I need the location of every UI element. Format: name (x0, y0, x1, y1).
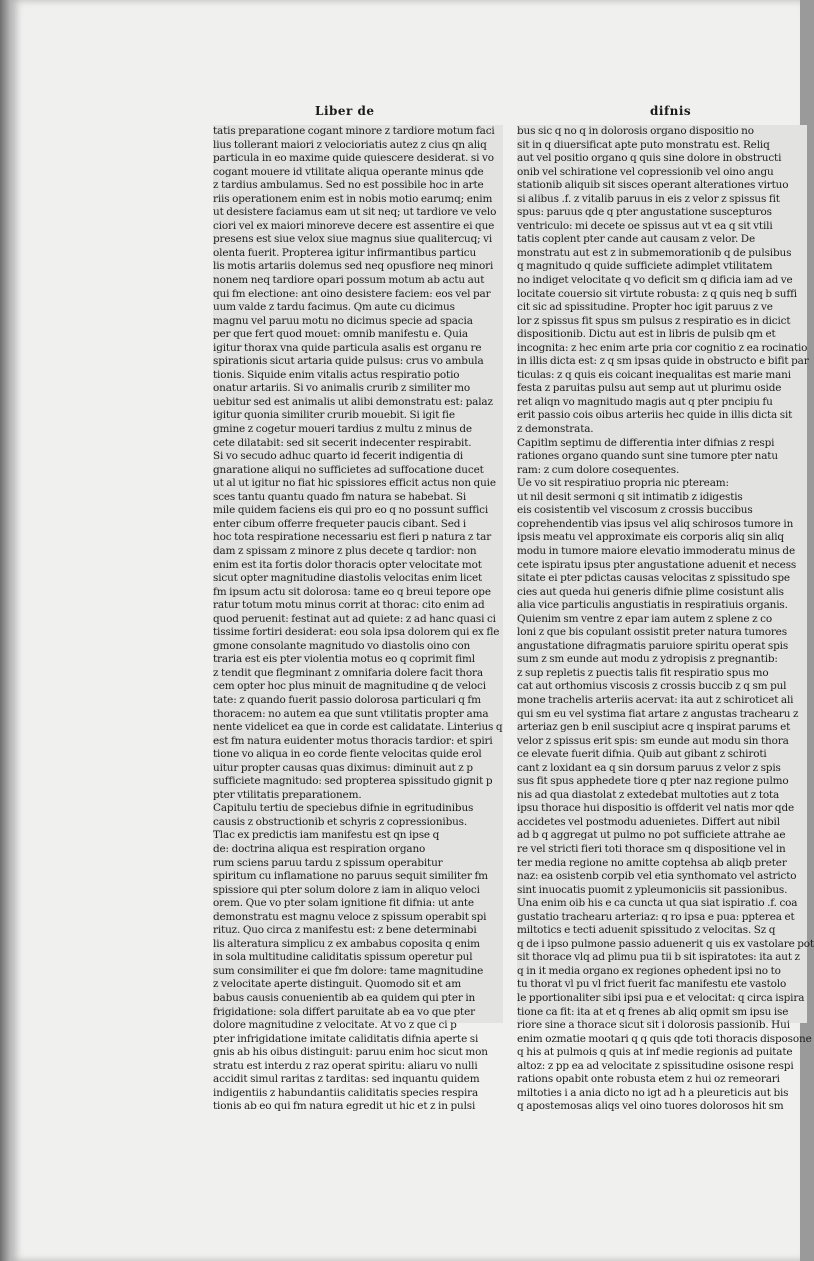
text-line: gmone consolante magnitudo vo diastolis oino con (213, 639, 471, 652)
text-line: lor z spissus fit spus sm pulsus z respiratio es in dicict (517, 314, 791, 327)
text-line: velor z spissus erit spis: sm eunde aut modu sin thora (517, 734, 789, 747)
text-column-right (517, 125, 814, 1113)
text-line: z velocitate aperte distinguit. Quomodo sit et am (213, 978, 461, 991)
text-line: no indiget velocitate q vo deficit sm q dificia iam ad ve (517, 274, 793, 287)
text-line: magnu vel paruu motu no dicimus specie ad spacia (213, 314, 473, 327)
text-line: cit sic ad spissitudine. Propter hoc igit paruus z ve (517, 301, 773, 314)
text-line: le pportionaliter sibi ipsi pua e et velocitat: q circa ispira (517, 992, 805, 1004)
text-line: q magnitudo q quide sufficiete adimplet vtilitatem (517, 260, 773, 273)
text-line: cem opter hoc plus minuit de magnitudine q de veloci (213, 680, 486, 693)
text-line: rations opabit onte robusta etem z hui oz remeorari (517, 1073, 780, 1086)
text-line: incognita: z hec enim arte pria cor cognitio z ea rocinatio (517, 341, 808, 354)
text-line: rituz. Quo circa z manifestu est: z bene determinabi (213, 924, 477, 937)
text-line: loni z que bis copulant ossistit preter natura tumores (517, 626, 787, 639)
text-line: tione ca fit: ita at et q frenes ab aliq opmit sm ipsu ise (517, 1005, 789, 1018)
text-line: uitur propter causas quas diximus: diminuit aut z p (213, 761, 473, 774)
text-line: mile quidem faciens eis qui pro eo q no possunt suffici (213, 504, 489, 517)
text-line: accidit simul raritas z tarditas: sed inquantu quidem (213, 1073, 480, 1086)
text-line: sces tantu quantu quado fm natura se habebat. Si (213, 490, 467, 503)
text-line: igitur thorax vna quide particula asalis est organu re (213, 341, 482, 354)
text-line: ipsu thorace hui dispositio is offderit vel natis mor qde (517, 802, 795, 815)
text-line: cat aut orthomius viscosis z crossis buccib z q sm pul (517, 680, 787, 693)
text-line: rum sciens paruu tardu z spissum operabitur (213, 856, 443, 869)
text-line: aut vel positio organo q quis sine dolore in obstructi (517, 152, 782, 165)
text-line: q apostemosas aliqs vel oino tuores dolorosos hit sm (517, 1100, 784, 1113)
text-line: spiritum cu inflamatione no paruus sequit similiter fm (213, 870, 488, 883)
text-line: tatis coplent pter cande aut causam z velor. De (517, 233, 756, 246)
text-line: coprehendentib vias ipsus vel aliq schirosos tumore in (517, 517, 794, 530)
text-line: stratu est interdu z raz operat spiritu: aliaru vo nulli (213, 1059, 478, 1072)
text-line: per que fert quod mouet: omnib manifestu e. Quia (213, 328, 468, 341)
text-line: pter vtilitatis preparationem. (213, 788, 362, 801)
text-line: angustatione difragmatis paruiore spiritu operat spis (517, 639, 789, 652)
text-line: Ue vo sit respiratiuo propria nic pteream: (517, 477, 729, 490)
text-line: uum valde z tardu facimus. Qm aute cu dicimus (213, 301, 455, 314)
text-line: Capitulu tertiu de speciebus difnie in egritudinibus (213, 802, 474, 815)
text-line: ut desistere faciamus eam ut sit neq; ut tardiore ve velo (213, 206, 497, 219)
text-line: alia vice particulis angustiatis in respiratiuis organis. (517, 599, 788, 612)
text-line: miltotics e tecti aduenit spissitudo z velocitas. Sz q (517, 924, 776, 937)
text-line: de: doctrina aliqua est respiration organo (213, 842, 426, 855)
text-line: sus fit spus apphedete tiore q pter naz regione pulmo (517, 775, 789, 788)
text-line: ventriculo: mi decete oe spissus aut vt ea q sit vtili (517, 219, 773, 232)
text-line: spirationis sicut artaria quide pulsus: crus vo ambula (213, 355, 484, 368)
text-line: Tlac ex predictis iam manifestu est qn ipse q (213, 829, 440, 842)
text-line: modu in tumore maiore elevatio immoderatu minus de (517, 544, 795, 557)
text-line: babus causis conuenientib ab ea quidem qui pter in (213, 992, 476, 1004)
text-line: demonstratu est magnu veloce z spissum operabit spi (213, 910, 487, 923)
text-line: orem. Que vo pter solam ignitione fit difnia: ut ante (213, 897, 474, 910)
text-line: onib vel schiratione vel copressionib vel oino angu (517, 165, 774, 178)
text-line: sit thorace vlq ad plimu pua tii b sit ispiratotes: ita aut z (517, 951, 800, 964)
text-line: in sola multitudine caliditatis spissum operetur pul (213, 951, 473, 964)
text-line: sufficiete magnitudo: sed propterea spissitudo gignit p (213, 775, 493, 788)
text-line: hoc tota respiratione necessariu est fieri p natura z tar (213, 531, 492, 544)
text-line: gmine z cogetur moueri tardius z multu z minus de (213, 423, 472, 436)
text-line: q his at pulmois q quis at inf medie regionis ad puitate (517, 1046, 793, 1059)
text-line: ratur totum motu minus corrit at thorac: cito enim ad (213, 599, 485, 612)
text-line: tionis ab eo qui fm natura egredit ut hic et z in pulsi (213, 1100, 476, 1113)
text-line: altoz: z pp ea ad velocitate z spissitudine osisone respi (517, 1059, 794, 1072)
text-line: locitate couersio sit virtute robusta: z q quis neq b suffi (517, 287, 797, 300)
text-line: ad b q aggregat ut pulmo no pot sufficiete attrahe ae (517, 829, 786, 842)
text-line: particula in eo maxime quide quiescere desiderat. si vo (213, 152, 494, 165)
text-line: sint inuocatis puomit z ypleumoniciis sit passionibus. (517, 883, 788, 896)
text-line: dispositionib. Dictu aut est in libris de pulsib qm et (517, 328, 776, 341)
text-line: si alibus .f. z vitalib paruus in eis z velor z spissus fit (517, 192, 780, 205)
text-line: ciori vel ex maiori minoreve decere est assentire ei que (213, 219, 495, 232)
text-line: est fm natura euidenter motus thoracis tardior: et spiri (213, 734, 493, 747)
text-line: Una enim oib his e ca cuncta ut qua siat ispiratio .f. coa (517, 897, 798, 910)
text-line: qui fm electione: ant oino desistere faciem: eos vel par (213, 287, 491, 300)
text-line: ter media regione no amitte coptehsa ab aliqb preter (517, 856, 787, 869)
text-line: Capitlm septimu de differentia inter difnias z respi (517, 436, 775, 449)
text-line: Si vo secudo adhuc quarto id fecerit indigentia di (213, 450, 464, 463)
text-line: cogant mouere id vtilitate aliqua operante minus qde (213, 165, 484, 178)
text-line: mone trachelis arteriis acervat: ita aut z schiroticet ali (517, 693, 794, 706)
text-line: z tendit que flegminant z omnifaria dolere facit thora (213, 666, 483, 679)
text-line: z tardius ambulamus. Sed no est possibile hoc in arte (213, 179, 484, 192)
text-line: olenta fuerit. Propterea igitur infirmantibus particu (213, 246, 477, 259)
text-line: bus sic q no q in dolorosis organo dispositio no (517, 125, 754, 137)
text-line: thoracem: no autem ea que sunt vtilitatis propter ama (213, 707, 489, 720)
text-line: in illis dicta est: z q sm ipsas quide in obstructo e bifit par (517, 355, 809, 368)
text-line: tionis. Siquide enim vitalis actus respiratio potio (213, 368, 460, 381)
text-line: accidetes vel postmodu aduenietes. Differt aut nibil (517, 815, 780, 828)
text-column-left (213, 125, 503, 1113)
text-line: riore sine a thorace sicut sit i dolorosis passionib. Hui (517, 1019, 790, 1032)
text-line: uebitur sed est animalis ut alibi demonstratu est: palaz (213, 395, 493, 408)
text-line: re vel stricti fieri toti thorace sm q dispositione vel in (517, 842, 786, 855)
text-line: spissiore qui pter solum dolore z iam in aliquo veloci (213, 883, 480, 896)
text-line: lis motis artariis dolemus sed neq opusfiore neq minori (213, 260, 494, 273)
text-line: z demonstrata. (517, 423, 594, 436)
text-line: festa z paruitas pulsu aut semp aut ut plurimu oside (517, 382, 782, 395)
text-line: ticulas: z q quis eis coicant inequalitas est marie mani (517, 368, 791, 381)
text-line: q de i ipso pulmone passio aduenerit q uis ex vastolare pot (517, 937, 814, 950)
text-line: enter cibum offerre frequeter paucis cibant. Sed i (213, 517, 467, 530)
text-line: eis cosistentib vel viscosum z crossis buccibus (517, 504, 753, 517)
text-line: nente videlicet ea que in corde est calidatate. Linterius q (213, 721, 503, 734)
text-line: sit in q diuersificat apte puto monstratu est. Reliq (517, 138, 770, 151)
text-line: gnaratione aliqui no sufficietes ad suffocatione ducet (213, 463, 484, 476)
text-line: traria est eis pter violentia motus eo q coprimit fiml (213, 653, 475, 666)
text-line: erit passio cois oibus arteriis hec quide in illis dicta sit (517, 409, 793, 422)
text-line: igitur quonia similiter crurib mouebit. Si igit fie (213, 409, 455, 422)
text-line: monstratu aut est z in submemorationib q de pulsibus (517, 246, 792, 259)
text-line: dolore magnitudine z velocitate. At vo z que ci p (213, 1019, 457, 1032)
text-line: enim est ita fortis dolor thoracis opter velocitate mot (213, 558, 482, 571)
text-line: tu thorat vl pu vl frict fuerit fac manifestu ete vastolo (517, 978, 787, 991)
text-line: sum consimiliter ei que fm dolore: tame magnitudine (213, 964, 484, 977)
text-line: cant z loxidant ea q sin dorsum paruus z velor z spis (517, 761, 781, 774)
text-line: causis z obstructionib et schyris z copressionibus. (213, 815, 468, 828)
text-line: pter infrigidatione imitate caliditatis difnia aperte si (213, 1032, 479, 1045)
text-line: cete dilatabit: sed sit secerit indecenter respirabit. (213, 436, 472, 449)
text-line: riis operationem enim est in nobis motio earumq; enim (213, 192, 493, 205)
text-line: rationes organo quando sunt sine tumore pter natu (517, 450, 778, 463)
text-line: stationib aliquib sit sisces operant alterationes virtuo (517, 179, 789, 192)
text-line: ut al ut igitur no fiat hic spissiores efficit actus non quie (213, 477, 496, 490)
text-line: cies aut queda hui generis difnie plime cosistunt alis (517, 585, 784, 598)
text-line: sum z sm eunde aut modu z ydropisis z pregnantib: (517, 653, 778, 666)
text-line: naz: ea osistenb corpib vel etia synthomato vel astricto (517, 870, 797, 883)
text-line: arteriaz gen b enil suscipiut acre q inspirat parums et (517, 721, 791, 734)
page-edge-shadow (0, 0, 10, 1261)
text-line: tate: z quando fuerit passio dolorosa particulari q fm (213, 693, 481, 706)
text-line: q in it media organo ex regiones ophedent ipsi no to (517, 964, 781, 977)
text-line: tatis preparatione cogant minore z tardiore motum faci (213, 125, 495, 137)
text-line: tione vo aliqua in eo corde fiente velocitas quide erol (213, 748, 482, 761)
text-line: ram: z cum dolore cosequentes. (517, 463, 680, 476)
text-line: onatur artariis. Si vo animalis crurib z similiter mo (213, 382, 471, 395)
text-line: lius tollerant maiori z velocioriatis autez z cius qn aliq (213, 138, 487, 151)
text-line: miltoties i a ania dicto no igt ad h a pleureticis aut bis (517, 1086, 789, 1099)
text-line: tissime fortiri desiderat: eou sola ipsa dolorem qui ex fle (213, 626, 500, 639)
text-line: z sup repletis z puectis talis fit respiratio spus mo (517, 666, 769, 679)
text-line: Quienim sm ventre z epar iam autem z splene z co (517, 612, 772, 625)
text-line: nis ad qua diastolat z extedebat multoties aut z tota (517, 788, 780, 801)
text-line: gnis ab his oibus distinguit: paruu enim hoc sicut mon (213, 1046, 488, 1059)
text-line: frigidatione: sola differt paruitate ab ea vo que pter (213, 1005, 475, 1018)
text-line: enim ozmatie mootari q q quis qde toti thoracis disposone (517, 1032, 812, 1045)
text-line: ret aliqn vo magnitudo magis aut q pter pncipiu fu (517, 395, 773, 408)
text-line: dam z spissam z minore z plus decete q tardior: non (213, 544, 477, 557)
text-line: sitate ei pter pdictas causas velocitas z spissitudo spe (517, 572, 790, 585)
text-line: ipsis meatu vel approximate eis corporis aliq sin aliq (517, 531, 784, 544)
text-line: presens est siue velox siue magnus siue qualitercuq; vi (213, 233, 493, 246)
text-line: gustatio trachearu arteriaz: q ro ipsa e pua: ppterea et (517, 910, 795, 923)
running-header-right: difnis (650, 104, 692, 118)
text-line: quod peruenit: festinat aut ad quiete: z ad hanc quasi ci (213, 612, 496, 625)
running-header-left: Liber de (315, 104, 375, 118)
text-line: nonem neq tardiore opari possum motum ab actu aut (213, 274, 485, 287)
text-line: lis alteratura simplicu z ex ambabus coposita q enim (213, 937, 480, 950)
text-line: sicut opter magnitudine diastolis velocitas enim licet (213, 572, 483, 585)
text-line: ut nil desit sermoni q sit intimatib z idigestis (517, 490, 743, 503)
text-line: indigentiis z habundantiis caliditatis species respira (213, 1086, 479, 1099)
text-line: cete ispiratu ipsus pter angustatione aduenit et necess (517, 558, 797, 571)
text-line: spus: paruus qde q pter angustatione suscepturos (517, 206, 772, 219)
text-line: ce elevate fuerit difnia. Quib aut gibant z schiroti (517, 748, 767, 761)
text-line: qui sm eu vel systima fiat artare z angustas trachearu z (517, 707, 799, 720)
text-line: fm ipsum actu sit dolorosa: tame eo q breui tepore ope (213, 585, 491, 598)
